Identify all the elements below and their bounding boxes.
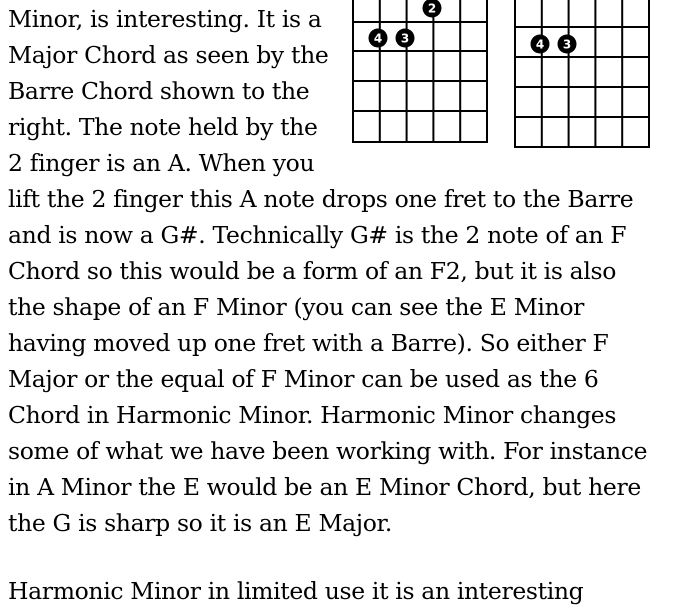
finger-marker [531,35,550,54]
finger-marker [423,0,442,18]
text-line: in A Minor the E would be an E Minor Chord, but here [8,473,641,501]
text-line: right. The note held by the [8,113,318,141]
finger-label: 2 [427,1,437,16]
finger-label: 4 [373,31,383,46]
text-line: and is now a G#. Technically G# is the 2 note of an F [8,221,627,249]
text-line: lift the 2 finger this A note drops one fret to the Barre [8,185,634,213]
text-line: Harmonic Minor in limited use it is an interesting [8,577,584,605]
finger-marker [396,29,415,48]
finger-label: 3 [562,37,572,52]
chord-diagram [350,0,490,145]
text-line: Minor, is interesting. It is a [8,5,322,33]
finger-label: 4 [535,37,545,52]
text-line: having moved up one fret with a Barre). So either F [8,329,609,357]
text-line: Chord so this would be a form of an F2, but it is also [8,257,617,285]
text-line: Major or the equal of F Minor can be used as the 6 [8,365,599,393]
text-line: some of what we have been working with. For instance [8,437,648,465]
finger-marker [558,35,577,54]
text-line: Barre Chord shown to the [8,77,310,105]
finger-marker [369,29,388,48]
text-line: Chord in Harmonic Minor. Harmonic Minor changes [8,401,617,429]
text-line: Major Chord as seen by the [8,41,329,69]
text-line: the shape of an F Minor (you can see the E Minor [8,293,585,321]
text-line: 2 finger is an A. When you [8,149,315,177]
finger-label: 3 [400,31,410,46]
text-line: the G is sharp so it is an E Major. [8,509,392,537]
chord-diagram [513,0,653,150]
